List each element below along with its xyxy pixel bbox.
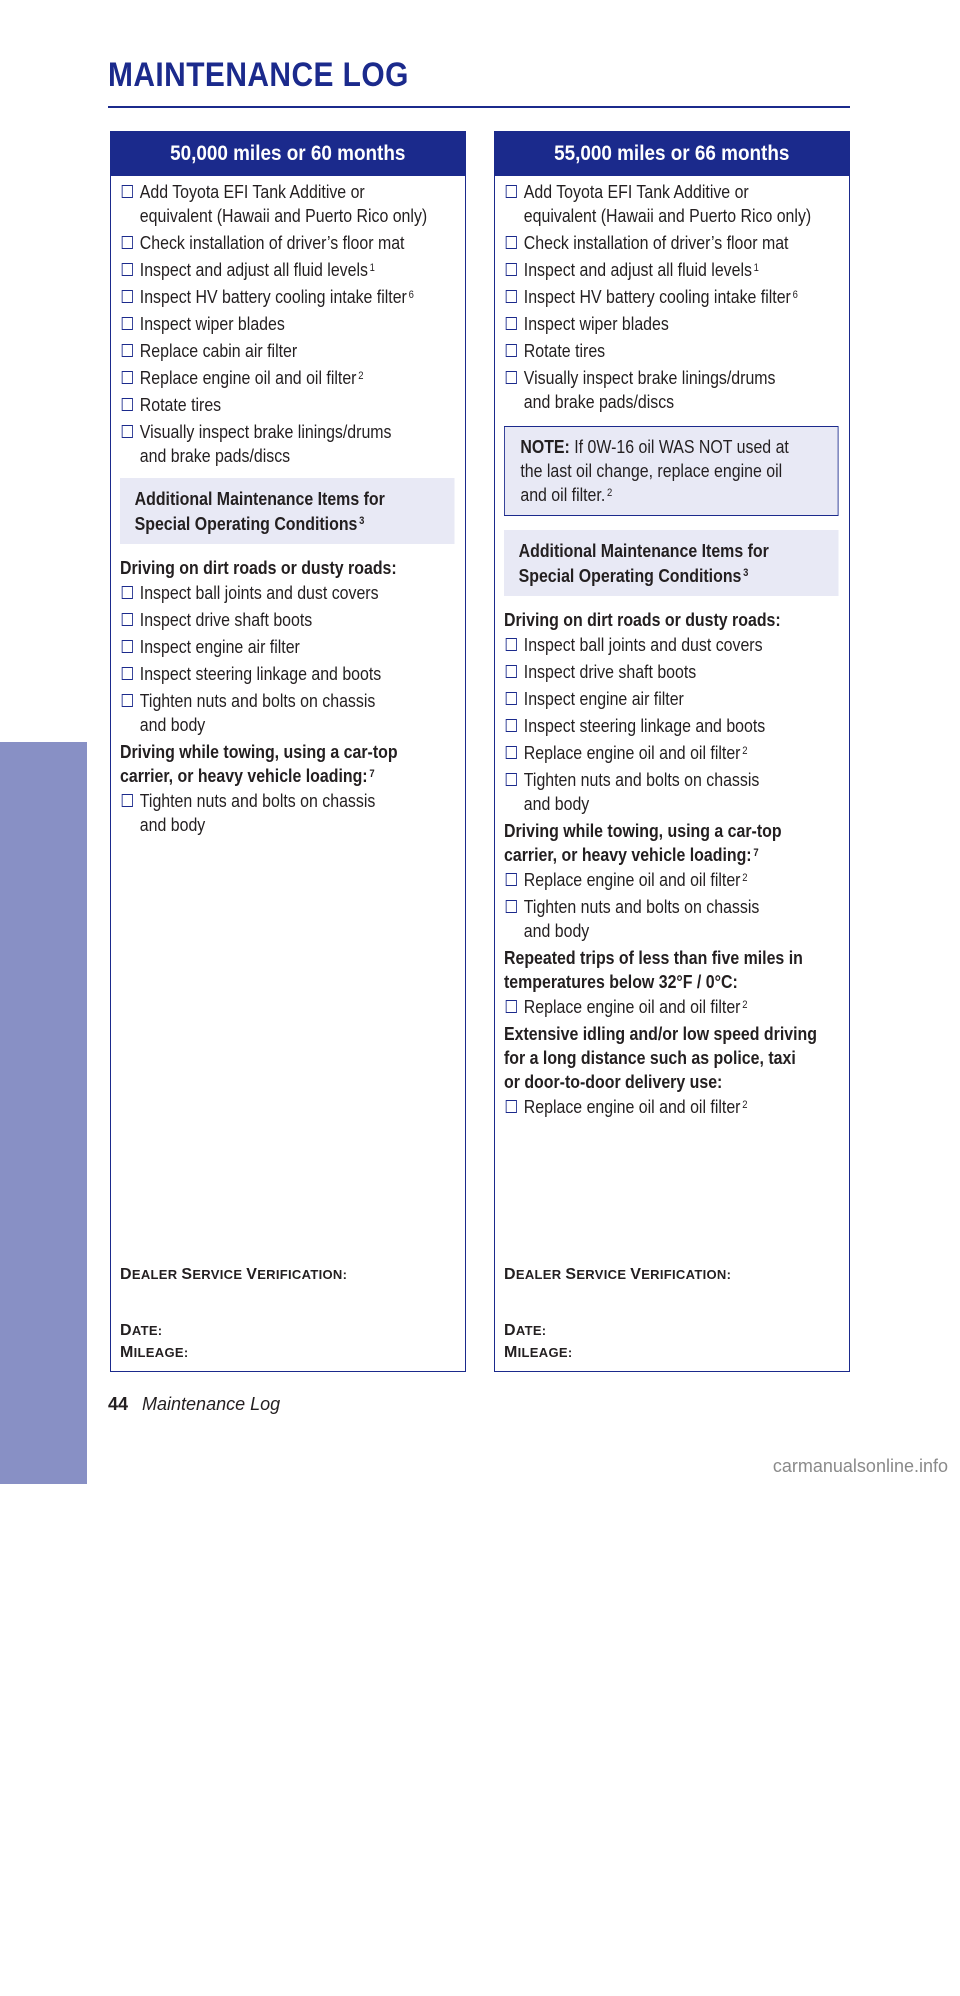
footnote-ref: 2 bbox=[606, 487, 613, 499]
item-label: Replace engine oil and oil filter bbox=[523, 742, 741, 763]
condition-heading: Driving while towing, using a car-top carrier, or heavy vehicle loading: $^7$ bbox=[504, 820, 782, 865]
footnote-ref: 2 bbox=[358, 370, 364, 382]
item-label: Inspect ball joints and dust covers bbox=[139, 582, 379, 603]
date-label: DATE: bbox=[120, 1322, 163, 1339]
column-header-label: 55,000 miles or 66 months bbox=[554, 142, 790, 165]
item-label: Replace engine oil and oil filter bbox=[523, 996, 741, 1017]
item-label: Inspect and adjust all fluid levels bbox=[523, 259, 752, 280]
item-label-cont: and body bbox=[523, 793, 590, 814]
checkbox-item[interactable] bbox=[504, 366, 838, 414]
condition-heading: Repeated trips of less than five miles in temperatures below 32°F / 0°C: bbox=[504, 947, 803, 992]
checkbox-item[interactable] bbox=[120, 581, 454, 605]
oil-note-box bbox=[504, 426, 838, 516]
item-label: Add Toyota EFI Tank Additive or bbox=[523, 181, 749, 202]
item-label: Add Toyota EFI Tank Additive or bbox=[139, 181, 365, 202]
item-label: Inspect drive shaft boots bbox=[139, 609, 313, 630]
note-label: NOTE: bbox=[520, 436, 570, 457]
footnote-ref: 3 bbox=[359, 515, 365, 527]
item-label: Replace engine oil and oil filter bbox=[523, 1096, 741, 1117]
item-label-cont: and body bbox=[523, 920, 590, 941]
footnote-ref: 1 bbox=[369, 262, 375, 274]
watermark: carmanualsonline.info bbox=[772, 1456, 948, 1476]
maintenance-column-55000 bbox=[494, 131, 850, 1372]
footnote-ref: 6 bbox=[792, 289, 798, 301]
item-label: Tighten nuts and bolts on chassis bbox=[139, 790, 376, 811]
checkbox-item[interactable] bbox=[504, 687, 838, 711]
column-header-label: 50,000 miles or 60 months bbox=[170, 142, 406, 165]
maintenance-column-50000 bbox=[110, 131, 466, 1372]
item-label: Visually inspect brake linings/drums bbox=[523, 367, 776, 388]
maintenance-items bbox=[504, 180, 838, 1119]
item-label: Check installation of driver’s floor mat bbox=[523, 232, 789, 253]
item-label: Inspect HV battery cooling intake filter bbox=[139, 286, 407, 307]
checkbox-item[interactable] bbox=[504, 285, 838, 309]
item-label: Inspect steering linkage and boots bbox=[139, 663, 382, 684]
checkbox-item[interactable] bbox=[504, 714, 838, 738]
checkbox-item[interactable] bbox=[120, 789, 454, 837]
page-title: MAINTENANCE LOG bbox=[108, 56, 409, 94]
note-text: the last oil change, replace engine oil bbox=[520, 460, 783, 481]
item-label-cont: and brake pads/discs bbox=[139, 445, 291, 466]
special-heading: Special Operating Conditions bbox=[134, 513, 358, 534]
checkbox-item[interactable] bbox=[120, 420, 454, 468]
item-label: Inspect drive shaft boots bbox=[523, 661, 697, 682]
condition-heading: Driving on dirt roads or dusty roads: bbox=[504, 609, 781, 630]
note-text: and oil filter. bbox=[520, 484, 606, 505]
checkbox-item[interactable] bbox=[504, 660, 838, 684]
checkbox-item[interactable] bbox=[120, 608, 454, 632]
item-label: Rotate tires bbox=[523, 340, 606, 361]
item-label: Inspect steering linkage and boots bbox=[523, 715, 766, 736]
item-label: Inspect HV battery cooling intake filter bbox=[523, 286, 791, 307]
item-label-cont: equivalent (Hawaii and Puerto Rico only) bbox=[139, 205, 428, 226]
footnote-ref: 2 bbox=[742, 745, 748, 757]
item-label: Inspect and adjust all fluid levels bbox=[139, 259, 368, 280]
checkbox-item[interactable] bbox=[120, 258, 454, 282]
item-label: Inspect ball joints and dust covers bbox=[523, 634, 763, 655]
footer-label: Maintenance Log bbox=[142, 1394, 281, 1414]
item-label-cont: and brake pads/discs bbox=[523, 391, 675, 412]
footnote-ref: 2 bbox=[742, 872, 748, 884]
item-label: Inspect wiper blades bbox=[523, 313, 669, 334]
checkbox-item[interactable] bbox=[504, 339, 838, 363]
item-label: Inspect engine air filter bbox=[523, 688, 684, 709]
item-label-cont: equivalent (Hawaii and Puerto Rico only) bbox=[523, 205, 812, 226]
item-label: Rotate tires bbox=[139, 394, 222, 415]
checkbox-item[interactable] bbox=[504, 1095, 838, 1119]
special-conditions-box bbox=[120, 478, 454, 544]
checkbox-item[interactable] bbox=[120, 393, 454, 417]
checkbox-item[interactable] bbox=[120, 366, 454, 390]
item-label-cont: and body bbox=[139, 714, 206, 735]
special-heading: Additional Maintenance Items for bbox=[134, 488, 385, 509]
note-text: If 0W-16 oil WAS NOT used at bbox=[574, 436, 789, 457]
footnote-ref: 3 bbox=[743, 567, 749, 579]
footnote-ref: 2 bbox=[742, 1099, 748, 1111]
date-label: DATE: bbox=[504, 1322, 547, 1339]
checkbox-item[interactable] bbox=[504, 995, 838, 1019]
footnote-ref: 6 bbox=[408, 289, 414, 301]
page-number: 44 bbox=[108, 1394, 129, 1414]
condition-heading: Driving while towing, using a car-top carrier, or heavy vehicle loading: $^7$ bbox=[120, 741, 398, 786]
dealer-verification-label: DEALER SERVICE VERIFICATION: bbox=[504, 1266, 732, 1283]
checkbox-item[interactable] bbox=[504, 741, 838, 765]
item-label-cont: and body bbox=[139, 814, 206, 835]
column-header bbox=[111, 132, 465, 176]
footnote-ref: 2 bbox=[742, 999, 748, 1011]
checkbox-item[interactable] bbox=[120, 231, 454, 255]
checkbox-item[interactable] bbox=[504, 633, 838, 657]
side-tab-label: MAINTENANCE bbox=[23, 1708, 64, 1996]
condition-heading: Extensive idling and/or low speed driving for a long distance such as police, taxi or door-to-door delivery use: bbox=[504, 1023, 817, 1092]
item-label: Replace engine oil and oil filter bbox=[523, 869, 741, 890]
item-label: Check installation of driver’s floor mat bbox=[139, 232, 405, 253]
checkbox-item[interactable] bbox=[120, 285, 454, 309]
checkbox-item[interactable] bbox=[120, 689, 454, 737]
checkbox-item[interactable] bbox=[504, 868, 838, 892]
side-tab bbox=[0, 742, 87, 1996]
footnote-ref: 7 bbox=[753, 847, 759, 859]
checkbox-item[interactable] bbox=[504, 768, 838, 816]
special-conditions-box bbox=[504, 530, 838, 596]
checkbox-item[interactable] bbox=[504, 895, 838, 943]
item-label: Inspect engine air filter bbox=[139, 636, 300, 657]
checkbox-item[interactable] bbox=[504, 258, 838, 282]
mileage-label: MILEAGE: bbox=[120, 1344, 189, 1361]
item-label: Replace cabin air filter bbox=[139, 340, 298, 361]
checkbox-item[interactable] bbox=[504, 231, 838, 255]
item-label: Replace engine oil and oil filter bbox=[139, 367, 357, 388]
footnote-ref: 7 bbox=[369, 768, 375, 780]
checkbox-item[interactable] bbox=[120, 635, 454, 659]
special-heading: Special Operating Conditions bbox=[518, 565, 742, 586]
item-label: Tighten nuts and bolts on chassis bbox=[523, 896, 760, 917]
maintenance-items bbox=[120, 180, 454, 837]
checkbox-item[interactable] bbox=[120, 312, 454, 336]
dealer-verification-label: DEALER SERVICE VERIFICATION: bbox=[120, 1266, 348, 1283]
page-footer bbox=[108, 1394, 280, 1415]
item-label: Tighten nuts and bolts on chassis bbox=[139, 690, 376, 711]
checkbox-item[interactable] bbox=[120, 662, 454, 686]
title-divider bbox=[108, 106, 850, 108]
item-label: Inspect wiper blades bbox=[139, 313, 285, 334]
checkbox-item[interactable] bbox=[120, 180, 454, 228]
checkbox-item[interactable] bbox=[504, 180, 838, 228]
mileage-label: MILEAGE: bbox=[504, 1344, 573, 1361]
checkbox-item[interactable] bbox=[120, 339, 454, 363]
footnote-ref: 1 bbox=[753, 262, 759, 274]
condition-heading: Driving on dirt roads or dusty roads: bbox=[120, 557, 397, 578]
column-header bbox=[495, 132, 849, 176]
special-heading: Additional Maintenance Items for bbox=[518, 540, 769, 561]
checkbox-item[interactable] bbox=[504, 312, 838, 336]
item-label: Tighten nuts and bolts on chassis bbox=[523, 769, 760, 790]
item-label: Visually inspect brake linings/drums bbox=[139, 421, 392, 442]
